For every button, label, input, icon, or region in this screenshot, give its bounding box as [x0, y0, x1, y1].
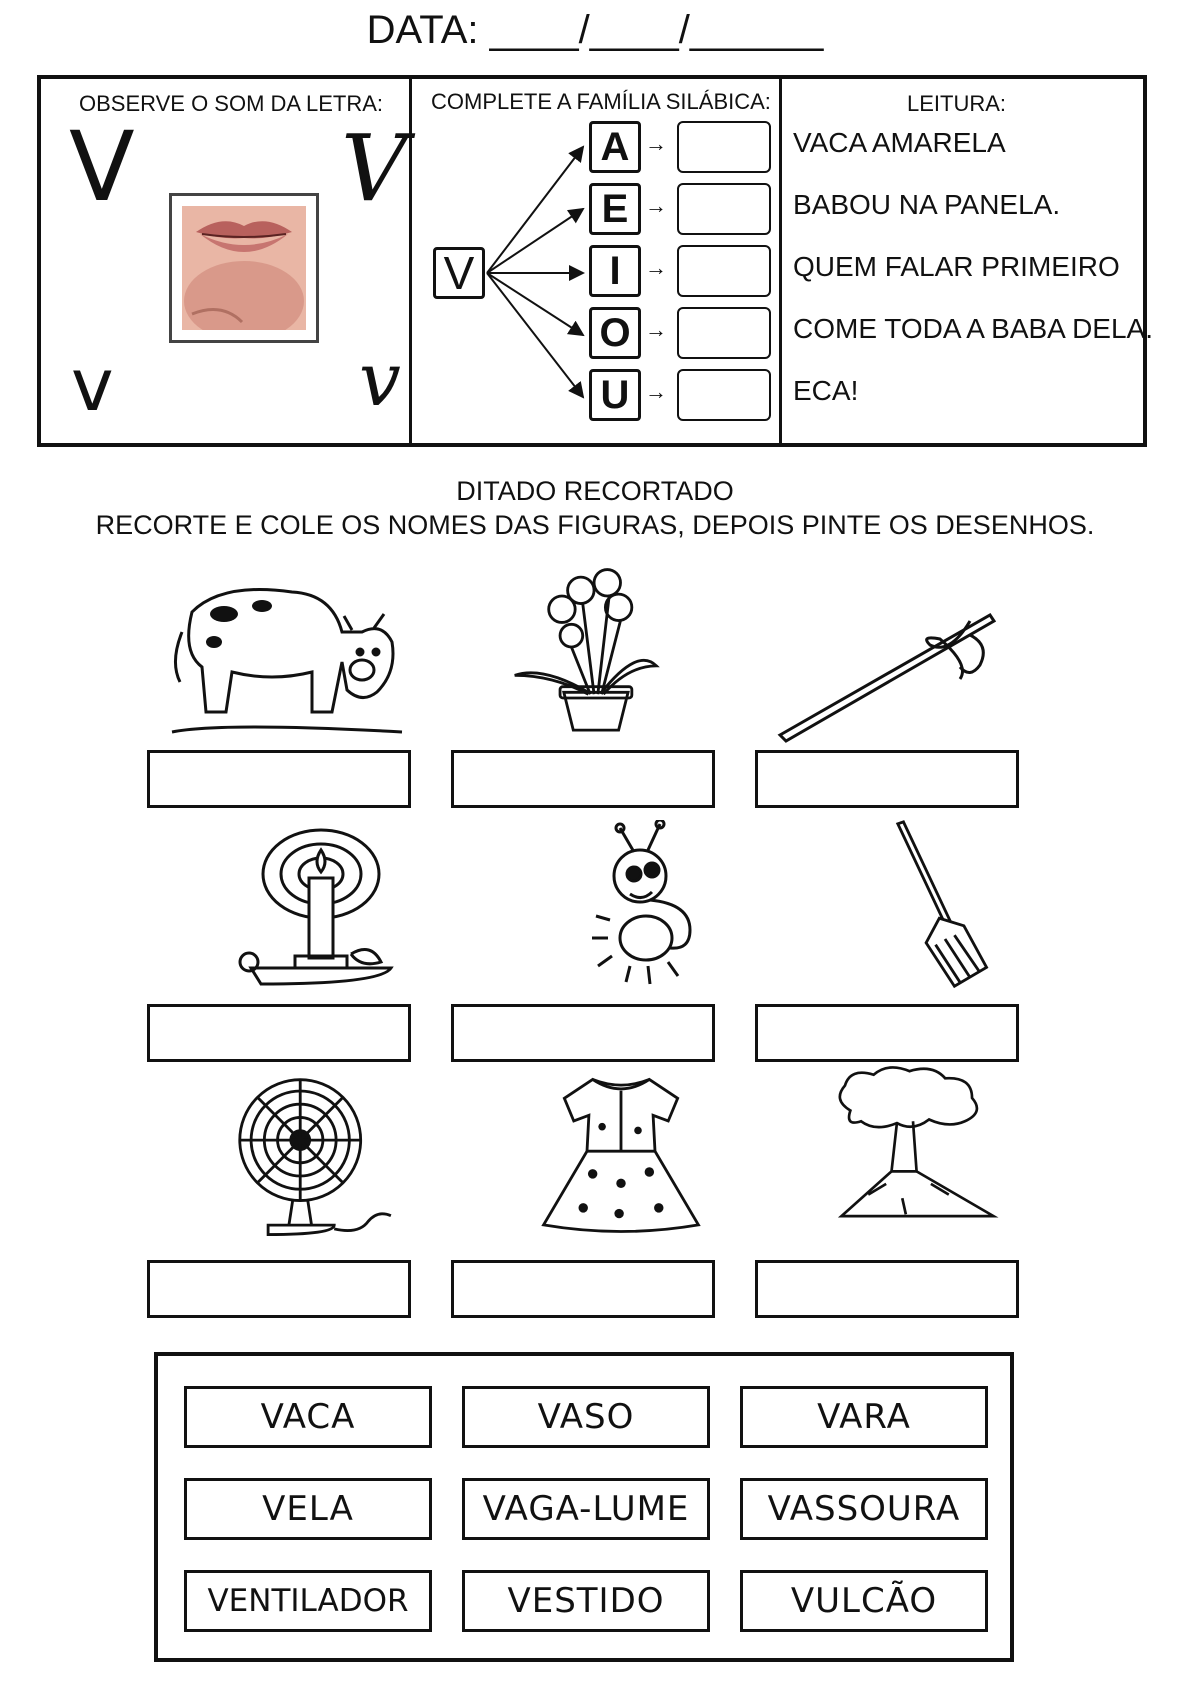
word-card[interactable]: VULCÃO	[740, 1570, 988, 1632]
lips-photo	[169, 193, 319, 343]
vowel-box-a: A	[589, 121, 641, 173]
word-card[interactable]: VELA	[184, 1478, 432, 1540]
reading-line: COME TODA A BABA DELA.	[793, 313, 1154, 344]
flower-pot-icon	[470, 562, 720, 732]
divider	[779, 79, 782, 443]
word-bank	[154, 1352, 1014, 1662]
word-card[interactable]: VARA	[740, 1386, 988, 1448]
lips-icon	[182, 206, 306, 330]
top-table	[37, 75, 1154, 447]
answer-box[interactable]	[677, 183, 771, 235]
syllable-title: COMPLETE A FAMÍLIA SILÁBICA:	[431, 89, 771, 114]
cursive-lower: v	[359, 337, 401, 423]
arrow-icon: →	[645, 131, 667, 156]
dictation-instruction: RECORTE E COLE OS NOMES DAS FIGURAS, DEPOIS PINTE OS DESENHOS.	[95, 510, 1095, 540]
reading-title: LEITURA:	[907, 91, 1007, 116]
branch-arrows	[485, 129, 589, 429]
reading-line: BABOU NA PANELA.	[793, 189, 1061, 220]
word-card[interactable]: VESTIDO	[462, 1570, 710, 1632]
word-card[interactable]: VACA	[184, 1386, 432, 1448]
observe-title: OBSERVE O SOM DA LETRA:	[79, 91, 384, 116]
answer-slot-4[interactable]	[147, 1004, 411, 1062]
word-card[interactable]: VENTILADOR	[184, 1570, 432, 1632]
answer-slot-5[interactable]	[451, 1004, 715, 1062]
answer-slot-2[interactable]	[451, 750, 715, 808]
divider	[409, 79, 412, 443]
vowel-box-e: E	[589, 183, 641, 235]
candle-icon	[196, 822, 446, 992]
word-card[interactable]: VAGA-LUME	[462, 1478, 710, 1540]
word-card[interactable]: VASO	[462, 1386, 710, 1448]
answer-box[interactable]	[677, 307, 771, 359]
answer-slot-6[interactable]	[755, 1004, 1019, 1062]
reading-line: ECA!	[793, 375, 859, 406]
answer-box[interactable]	[677, 245, 771, 297]
arrow-icon: →	[645, 317, 667, 342]
vowel-box-u: U	[589, 369, 641, 421]
dictation-title: DITADO RECORTADO	[456, 476, 734, 506]
answer-slot-9[interactable]	[755, 1260, 1019, 1318]
answer-slot-3[interactable]	[755, 750, 1019, 808]
reading-line: QUEM FALAR PRIMEIRO	[793, 251, 1120, 282]
date-line: DATA: ____/____/______	[366, 8, 824, 52]
cow-icon	[162, 572, 412, 742]
firefly-icon	[530, 820, 780, 990]
answer-box[interactable]	[677, 121, 771, 173]
arrow-icon: →	[645, 379, 667, 404]
letter-upper: V	[69, 111, 135, 223]
arrow-icon: →	[645, 255, 667, 280]
cursive-upper: V	[341, 115, 408, 222]
arrow-icon: →	[645, 193, 667, 218]
vowel-box-i: I	[589, 245, 641, 297]
word-card[interactable]: VASSOURA	[740, 1478, 988, 1540]
letter-lower: v	[71, 343, 114, 427]
vowel-box-o: O	[589, 307, 641, 359]
consonant-box: V	[433, 247, 485, 299]
answer-slot-8[interactable]	[451, 1260, 715, 1318]
answer-slot-1[interactable]	[147, 750, 411, 808]
volcano-icon	[788, 1064, 1038, 1234]
answer-box[interactable]	[677, 369, 771, 421]
broom-icon	[820, 820, 1070, 990]
fan-icon	[196, 1074, 446, 1244]
fishing-rod-icon	[770, 590, 1020, 760]
answer-slot-7[interactable]	[147, 1260, 411, 1318]
dress-icon	[496, 1070, 746, 1240]
reading-line: VACA AMARELA	[793, 127, 1006, 158]
